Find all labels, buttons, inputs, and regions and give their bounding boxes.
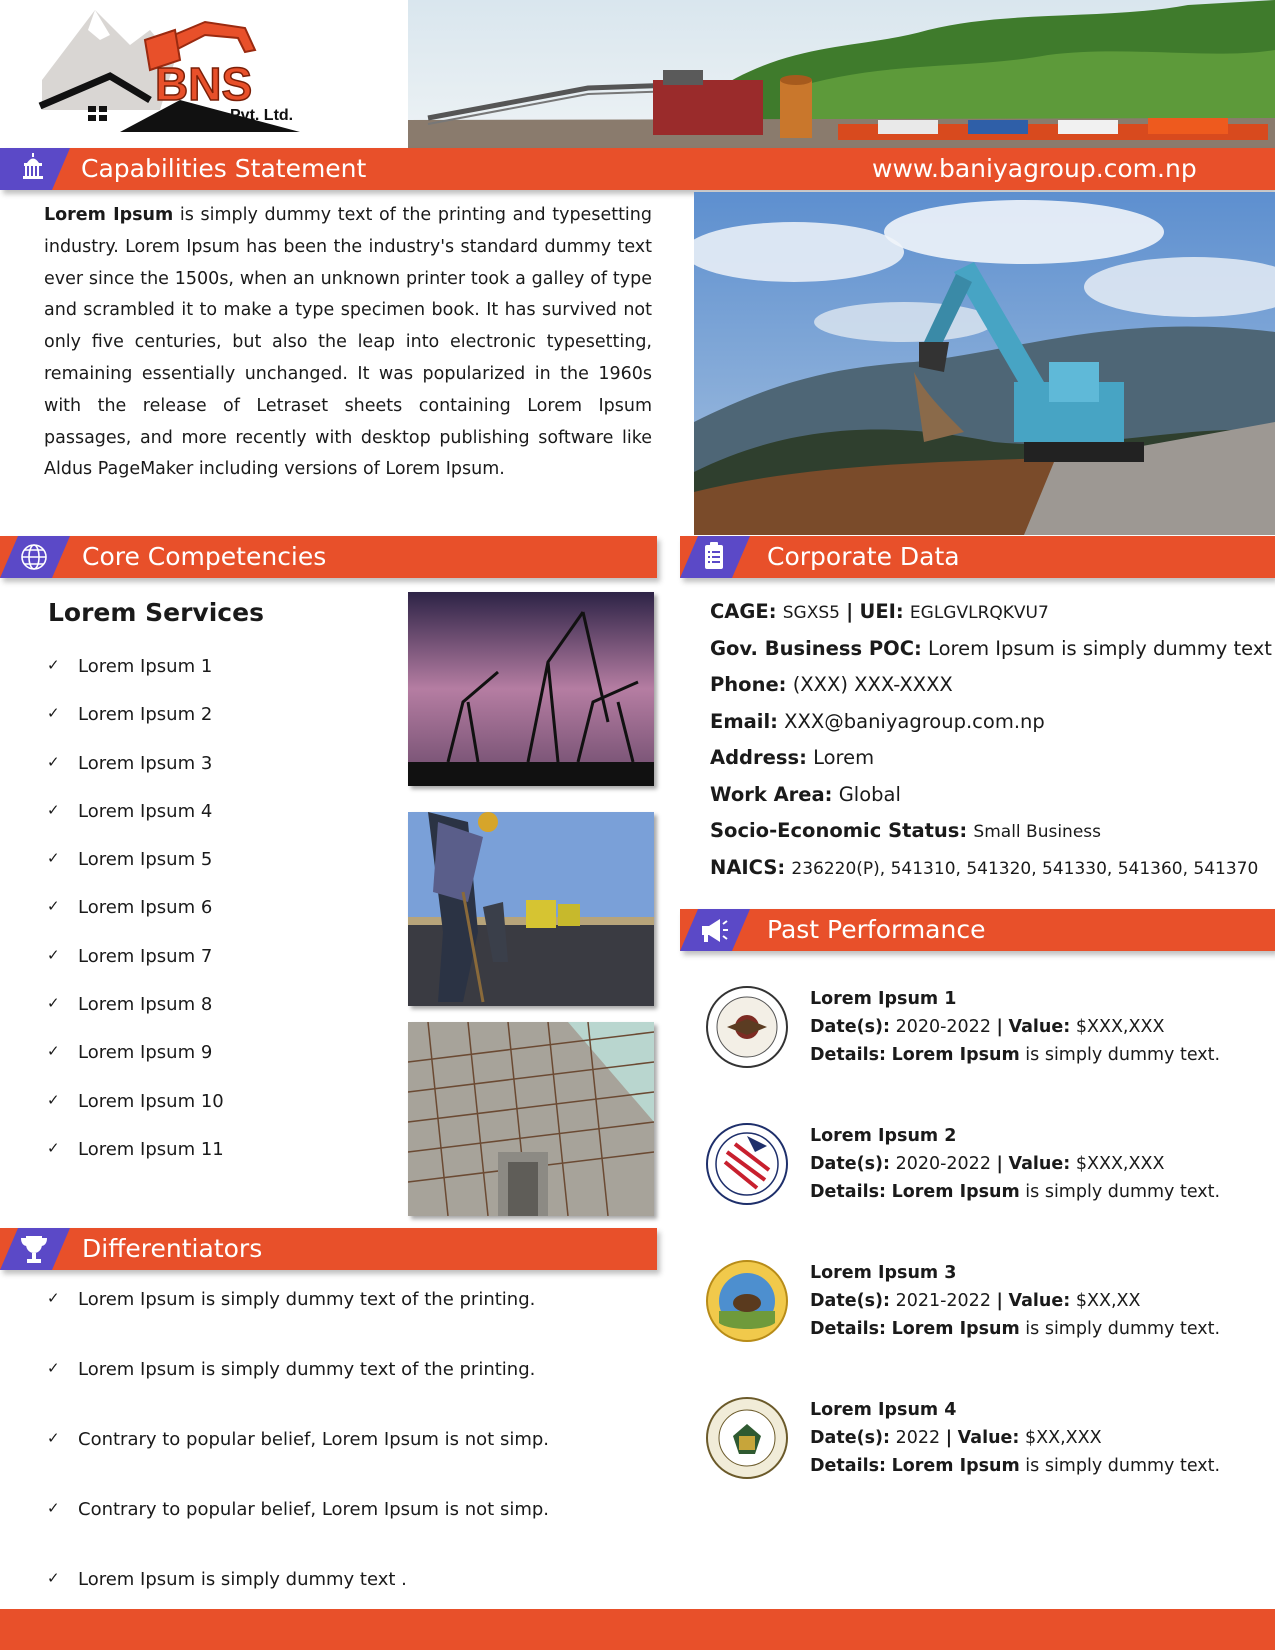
check-icon: ✓ <box>47 1359 60 1377</box>
dates-value: 2020-2022 <box>895 1017 991 1037</box>
details-lead: Lorem Ipsum <box>891 1045 1020 1065</box>
details-label: Details: <box>810 1182 886 1202</box>
separator: | <box>996 1154 1003 1174</box>
differentiators-title: Differentiators <box>82 1234 263 1263</box>
project-name: Lorem Ipsum 4 <box>810 1400 957 1420</box>
excavator-photo <box>694 192 1275 535</box>
service-item <box>47 656 387 704</box>
service-item <box>47 704 387 752</box>
details-lead: Lorem Ipsum <box>891 1319 1020 1339</box>
dates-value: 2020-2022 <box>895 1154 991 1174</box>
details-label: Details: <box>810 1045 886 1065</box>
service-item <box>47 753 387 801</box>
service-label: Lorem Ipsum 5 <box>78 849 213 871</box>
value-label: Value: <box>1008 1291 1071 1311</box>
past-performance-bar <box>680 909 1275 951</box>
service-label: Lorem Ipsum 9 <box>78 1042 213 1064</box>
capitol-icon <box>0 148 70 190</box>
election-seal-icon <box>705 1122 789 1206</box>
naics-label: NAICS: <box>710 855 786 879</box>
check-icon: ✓ <box>47 1499 60 1517</box>
services-heading: Lorem Services <box>48 598 264 627</box>
value-amount: $XX,XX <box>1075 1291 1141 1311</box>
check-icon: ✓ <box>47 752 60 771</box>
service-item <box>47 1139 387 1187</box>
check-icon: ✓ <box>47 945 60 964</box>
dates-label: Date(s): <box>810 1291 890 1311</box>
cage-uei-row <box>710 600 1270 637</box>
service-label: Lorem Ipsum 8 <box>78 994 213 1016</box>
check-icon: ✓ <box>47 849 60 868</box>
email-value[interactable]: XXX@baniyagroup.com.np <box>784 709 1045 733</box>
dates-label: Date(s): <box>810 1428 890 1448</box>
service-item <box>47 994 387 1042</box>
check-icon: ✓ <box>47 1042 60 1061</box>
footer-bar <box>0 1609 1275 1650</box>
cage-label: CAGE: <box>710 600 777 623</box>
services-list <box>47 656 387 1187</box>
email-row <box>710 710 1270 747</box>
corporate-data-bar <box>680 536 1275 578</box>
past-performance-text <box>810 1259 1220 1343</box>
details-label: Details: <box>810 1319 886 1339</box>
details-lead: Lorem Ipsum <box>891 1182 1020 1202</box>
check-icon: ✓ <box>47 897 60 916</box>
email-label: Email: <box>710 709 778 733</box>
value-amount: $XX,XXX <box>1024 1428 1102 1448</box>
globe-icon <box>0 536 70 578</box>
website-link[interactable]: www.baniyagroup.com.np <box>872 154 1197 183</box>
service-item <box>47 801 387 849</box>
naics-value: 236220(P), 541310, 541320, 541330, 541360, 541370 <box>791 858 1259 879</box>
past-performance-text <box>810 1122 1220 1206</box>
check-icon: ✓ <box>47 1289 60 1307</box>
service-item <box>47 897 387 945</box>
dates-value: 2022 <box>895 1428 941 1448</box>
service-item <box>47 1042 387 1090</box>
differentiators-list <box>47 1289 667 1639</box>
differentiator-item <box>47 1289 667 1359</box>
socio-status-label: Socio-Economic Status: <box>710 819 968 842</box>
separator: | <box>846 600 854 623</box>
intro-paragraph <box>44 200 652 486</box>
work-area-label: Work Area: <box>710 782 833 806</box>
service-label: Lorem Ipsum 2 <box>78 704 213 726</box>
work-area-row <box>710 783 1270 820</box>
service-label: Lorem Ipsum 11 <box>78 1138 224 1160</box>
corporate-data-title: Corporate Data <box>767 542 960 571</box>
service-label: Lorem Ipsum 10 <box>78 1090 224 1112</box>
phone-value: (XXX) XXX-XXXX <box>792 673 953 696</box>
details-text: is simply dummy text. <box>1019 1182 1221 1202</box>
logo-brand-text: BNS <box>155 58 253 110</box>
details-text: is simply dummy text. <box>1019 1319 1221 1339</box>
address-row <box>710 746 1270 783</box>
phone-row <box>710 673 1270 710</box>
check-icon: ✓ <box>47 800 60 819</box>
differentiator-text: Lorem Ipsum is simply dummy text of the printing. <box>78 1359 536 1380</box>
details-label: Details: <box>810 1456 886 1476</box>
project-name: Lorem Ipsum 2 <box>810 1126 957 1146</box>
check-icon: ✓ <box>47 656 60 674</box>
core-competencies-title: Core Competencies <box>82 542 327 571</box>
service-item <box>47 946 387 994</box>
cage-value: SGXS5 <box>782 603 840 623</box>
check-icon: ✓ <box>47 994 60 1013</box>
service-label: Lorem Ipsum 1 <box>78 656 213 677</box>
differentiator-text: Lorem Ipsum is simply dummy text of the printing. <box>78 1289 536 1310</box>
differentiators-bar <box>0 1228 657 1270</box>
check-icon: ✓ <box>47 1569 60 1587</box>
value-amount: $XXX,XXX <box>1075 1154 1165 1174</box>
phone-label: Phone: <box>710 673 787 696</box>
road-workers-photo <box>408 812 654 1006</box>
check-icon: ✓ <box>47 1090 60 1109</box>
clipboard-icon <box>680 536 750 578</box>
differentiator-item <box>47 1429 667 1499</box>
differentiator-text: Contrary to popular belief, Lorem Ipsum is not simp. <box>78 1429 550 1450</box>
details-text: is simply dummy text. <box>1019 1456 1221 1476</box>
value-label: Value: <box>1008 1154 1071 1174</box>
differentiator-text: Lorem Ipsum is simply dummy text . <box>78 1569 407 1590</box>
project-name: Lorem Ipsum 3 <box>810 1263 957 1283</box>
header-banner-image <box>408 0 1275 148</box>
service-label: Lorem Ipsum 6 <box>78 897 213 919</box>
poc-label: Gov. Business POC: <box>710 636 922 660</box>
page-title: Capabilities Statement <box>81 154 367 183</box>
socio-status-row <box>710 819 1270 856</box>
dates-value: 2021-2022 <box>895 1291 991 1311</box>
corporate-data-block <box>710 600 1270 892</box>
check-icon: ✓ <box>47 1429 60 1447</box>
differentiator-item <box>47 1359 667 1429</box>
intro-body: is simply dummy text of the printing and typesetting industry. Lorem Ipsum has been the industry's standard dummy text ever since the 1500s, when an unknown printer took a galley of type and scrambled it to make a type specimen book. It has survived not only five centuries, but also the leap into electronic typesetting, remaining essentially unchanged. It was popularized in the 1960s with the release of Letraset sheets containing Lorem Ipsum passages, and more recently with desktop publishing software like Aldus PageMaker including versions of Lorem Ipsum. <box>44 205 652 480</box>
value-amount: $XXX,XXX <box>1075 1017 1165 1037</box>
service-item <box>47 849 387 897</box>
uei-label: UEI: <box>859 600 904 623</box>
service-label: Lorem Ipsum 3 <box>78 752 213 774</box>
dates-label: Date(s): <box>810 1017 890 1037</box>
details-lead: Lorem Ipsum <box>891 1456 1020 1476</box>
past-performance-title: Past Performance <box>767 915 986 944</box>
rebar-site-photo <box>408 1022 654 1216</box>
socio-status-value: Small Business <box>973 822 1102 842</box>
service-label: Lorem Ipsum 7 <box>78 945 213 967</box>
service-item <box>47 1091 387 1139</box>
separator: | <box>945 1428 953 1448</box>
poc-value: Lorem Ipsum is simply dummy text <box>928 636 1272 660</box>
past-performance-text <box>810 985 1220 1069</box>
logo-sub-text: Pvt. Ltd. <box>230 107 294 124</box>
details-text: is simply dummy text. <box>1019 1045 1221 1065</box>
address-value: Lorem <box>813 746 875 769</box>
gao-seal-icon <box>705 1396 789 1480</box>
value-label: Value: <box>957 1428 1020 1448</box>
work-area-value: Global <box>838 782 901 806</box>
past-performance-text <box>810 1396 1220 1480</box>
dates-label: Date(s): <box>810 1154 890 1174</box>
trophy-icon <box>0 1228 70 1270</box>
separator: | <box>996 1017 1003 1037</box>
cranes-photo <box>408 592 654 786</box>
service-label: Lorem Ipsum 4 <box>78 800 213 822</box>
project-name: Lorem Ipsum 1 <box>810 989 957 1009</box>
naics-row <box>710 856 1270 893</box>
differentiator-item <box>47 1499 667 1569</box>
check-icon: ✓ <box>47 704 60 723</box>
uei-value: EGLGVLRQKVU7 <box>909 603 1049 623</box>
differentiator-text: Contrary to popular belief, Lorem Ipsum is not simp. <box>78 1499 550 1520</box>
separator: | <box>996 1291 1003 1311</box>
address-label: Address: <box>710 746 807 769</box>
interior-seal-icon <box>705 1259 789 1343</box>
company-logo <box>0 0 408 148</box>
core-competencies-bar <box>0 536 657 578</box>
value-label: Value: <box>1008 1017 1071 1037</box>
capabilities-header-bar <box>0 148 1275 190</box>
check-icon: ✓ <box>47 1138 60 1157</box>
defense-seal-icon <box>705 985 789 1069</box>
poc-row <box>710 637 1270 674</box>
megaphone-icon <box>680 909 750 951</box>
intro-lead: Lorem Ipsum <box>44 205 174 225</box>
